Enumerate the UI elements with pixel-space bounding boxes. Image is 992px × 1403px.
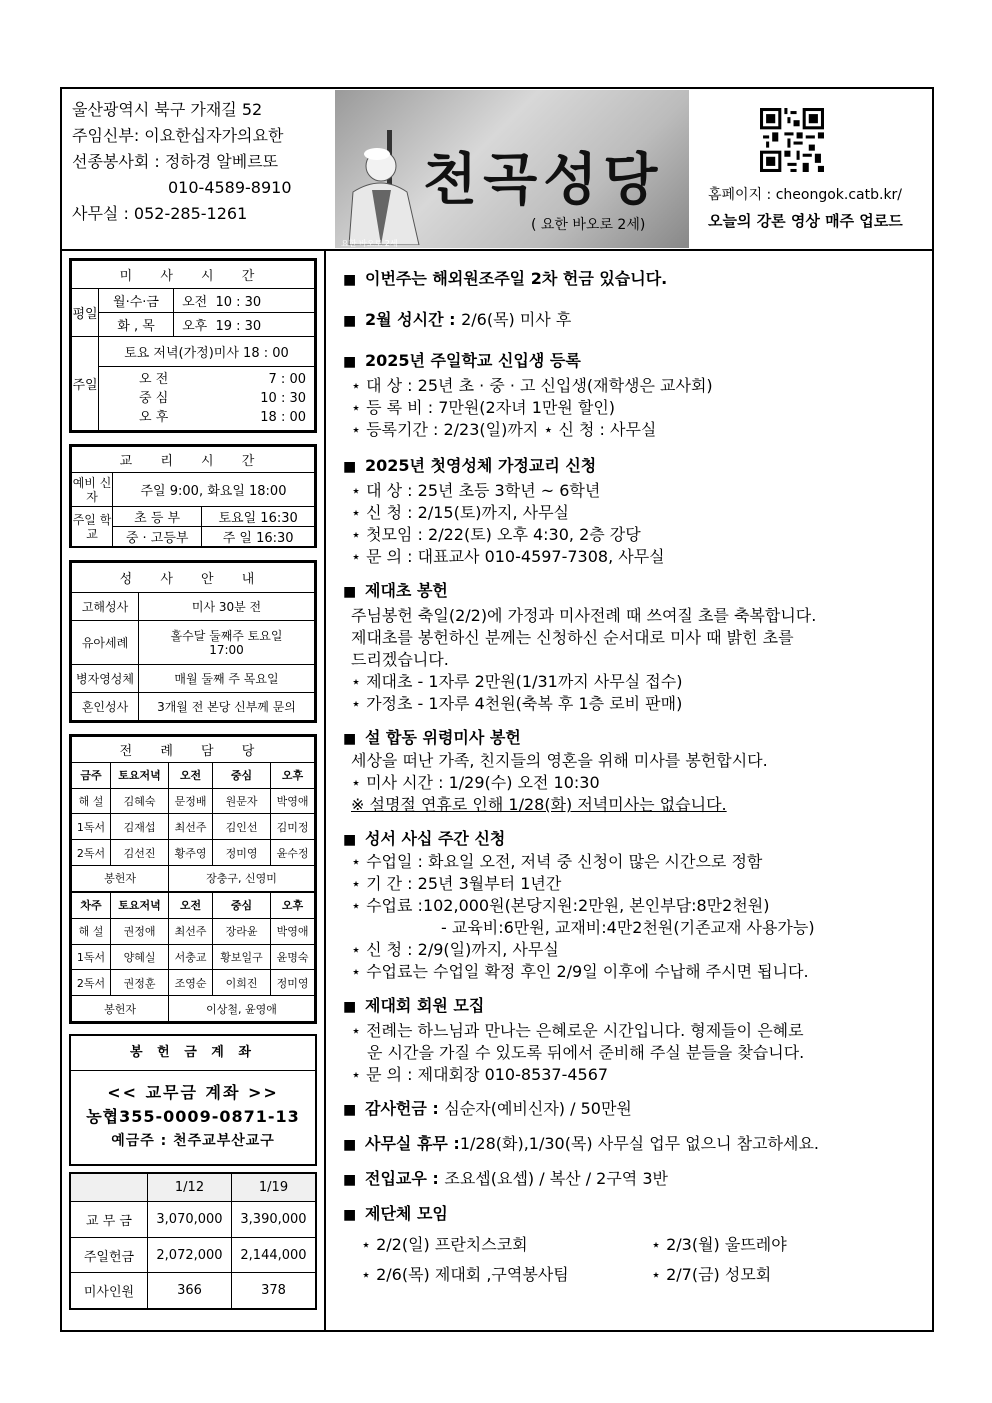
column-divider bbox=[324, 249, 326, 1332]
mass-times-box bbox=[69, 258, 317, 433]
sacrament-title: 성 사 안 내 bbox=[72, 563, 315, 593]
sunday-mass-time: 10 : 30 bbox=[260, 391, 306, 406]
finance-value: 366 bbox=[148, 1273, 232, 1309]
school-time: 주 일 16:30 bbox=[202, 527, 315, 547]
sunday-mass-name: 오 후 bbox=[139, 410, 169, 425]
liturgy-cell: 권정훈 bbox=[111, 970, 169, 996]
notice-line: ⋆ 기 간 : 25년 3월부터 1년간 bbox=[351, 874, 562, 893]
square-bullet-icon: ■ bbox=[343, 1102, 357, 1118]
sacrament-value: 미사 30분 전 bbox=[139, 593, 315, 621]
mass-ampm: 오전 bbox=[182, 295, 208, 310]
liturgy-cell: 정미영 bbox=[271, 970, 315, 996]
mass-time: 10 : 30 bbox=[215, 295, 262, 310]
liturgy-cell: 서충교 bbox=[169, 944, 213, 970]
notice-line: ⋆ 문 의 : 대표교사 010-4597-7308, 사무실 bbox=[351, 547, 665, 566]
account-holder: 예금주 : 천주교부산교구 bbox=[111, 1133, 275, 1149]
square-bullet-icon: ■ bbox=[343, 459, 357, 475]
liturgy-title: 전 례 담 당 bbox=[72, 737, 315, 763]
church-info bbox=[72, 98, 327, 226]
notice-11 bbox=[343, 1166, 928, 1189]
liturgy-box bbox=[69, 734, 317, 1024]
liturgy-cell: 황주영 bbox=[169, 840, 213, 866]
square-bullet-icon: ■ bbox=[343, 1207, 357, 1223]
liturgy-header: 오후 bbox=[271, 892, 315, 919]
notice-8-title bbox=[343, 993, 928, 1016]
school-grade: 초 등 부 bbox=[113, 507, 202, 527]
sacrament-name: 고해성사 bbox=[72, 593, 139, 621]
liturgy-cell: 박영애 bbox=[271, 788, 315, 814]
notice-line: ※ 설명절 연휴로 인해 1/28(화) 저녁미사는 없습니다. bbox=[351, 795, 727, 814]
notice-12-title bbox=[343, 1201, 928, 1224]
offering-names: 장충구, 신영미 bbox=[169, 865, 315, 892]
liturgy-role: 해 설 bbox=[72, 788, 111, 814]
homepage-link[interactable]: 홈페이지 : cheongok.catb.kr/ bbox=[708, 187, 903, 203]
account-title: 봉 헌 금 계 좌 bbox=[71, 1036, 315, 1071]
notice-line: ⋆ 수업일 : 화요일 오전, 저녁 중 신청이 많은 시간으로 정함 bbox=[351, 852, 763, 871]
notice-title: 2월 성시간 : bbox=[365, 310, 456, 329]
notice-line: 드리겠습니다. bbox=[351, 650, 449, 669]
sacrament-value: 3개월 전 본당 신부께 문의 bbox=[139, 693, 315, 721]
liturgy-role: 1독서 bbox=[72, 944, 111, 970]
finance-name: 미사인원 bbox=[71, 1273, 148, 1309]
liturgy-cell: 박영애 bbox=[271, 918, 315, 944]
notice-line: ⋆ 수업료는 수업일 확정 후인 2/9일 이후에 수납해 주시면 됩니다. bbox=[351, 962, 809, 981]
notice-title: 사무실 휴무 : bbox=[365, 1134, 460, 1153]
notice-title: 2025년 첫영성체 가정교리 신청 bbox=[365, 456, 597, 475]
square-bullet-icon: ■ bbox=[343, 313, 357, 329]
catechism-box bbox=[69, 444, 317, 548]
square-bullet-icon: ■ bbox=[343, 731, 357, 747]
school-time: 토요일 16:30 bbox=[202, 507, 315, 527]
notice-text: 조요셉(요셉) / 복산 / 2구역 3반 bbox=[444, 1169, 668, 1188]
notice-line: ⋆ 신 청 : 2/15(토)까지, 사무실 bbox=[351, 503, 569, 522]
offering-label: 봉헌자 bbox=[72, 996, 169, 1022]
sacrament-box bbox=[69, 560, 317, 723]
banner-subtitle: ( 요한 바오로 2세) bbox=[531, 217, 646, 233]
liturgy-role: 1독서 bbox=[72, 814, 111, 840]
liturgy-role: 2독서 bbox=[72, 970, 111, 996]
mass-time: 19 : 30 bbox=[215, 319, 262, 334]
notice-line: ⋆ 대 상 : 25년 초 · 중 · 고 신입생(재학생은 교사회) bbox=[351, 376, 713, 395]
priest: 주임신부: 이요한십자가의요한 bbox=[72, 126, 284, 145]
notice-line: - 교육비:6만원, 교재비:4만2천원(기존교재 사용가능) bbox=[441, 918, 815, 937]
offering-label: 봉헌자 bbox=[72, 865, 169, 892]
square-bullet-icon: ■ bbox=[343, 584, 357, 600]
notice-line: 제대초를 봉헌하신 분께는 신청하신 순서대로 미사 때 밝힌 초를 bbox=[351, 628, 794, 647]
square-bullet-icon: ■ bbox=[343, 272, 357, 288]
notice-title: 2025년 주일학교 신입생 등록 bbox=[365, 351, 581, 370]
notice-line: ⋆ 전례는 하느님과 만나는 은혜로운 시간입니다. 형제들이 은혜로 bbox=[351, 1021, 804, 1040]
account-number[interactable]: 농협355-0009-0871-13 bbox=[86, 1107, 300, 1126]
notice-text: 1/28(화),1/30(목) 사무실 업무 없으니 참고하세요. bbox=[459, 1134, 820, 1153]
liturgy-header: 토요저녁 bbox=[111, 892, 169, 919]
finance-value: 2,072,000 bbox=[148, 1237, 232, 1273]
pope-figure-icon bbox=[347, 130, 427, 245]
liturgy-cell: 조영순 bbox=[169, 970, 213, 996]
mass-days: 화 , 목 bbox=[99, 313, 174, 337]
finance-date: 1/19 bbox=[232, 1174, 316, 1202]
notice-6-title bbox=[343, 725, 928, 748]
liturgy-cell: 김미정 bbox=[271, 814, 315, 840]
account-box bbox=[69, 1034, 317, 1166]
notice-line: 운 시간을 가질 수 있도록 뒤에서 준비해 주실 분들을 찾습니다. bbox=[367, 1043, 805, 1062]
finance-corner bbox=[71, 1174, 148, 1202]
council-phone: 010-4589-8910 bbox=[168, 178, 292, 197]
finance-value: 3,390,000 bbox=[232, 1202, 316, 1238]
finance-value: 3,070,000 bbox=[148, 1202, 232, 1238]
notice-title: 전입교우 : bbox=[365, 1169, 439, 1188]
finance-date: 1/12 bbox=[148, 1174, 232, 1202]
school-label: 주일 학교 bbox=[72, 507, 113, 547]
square-bullet-icon: ■ bbox=[343, 354, 357, 370]
liturgy-header: 중심 bbox=[212, 892, 270, 919]
header-divider bbox=[60, 249, 934, 251]
notice-line: ⋆ 수업료 :102,000원(본당지원:2만원, 본인부담:8만2천원) bbox=[351, 896, 770, 915]
notice-text: 2/6(목) 미사 후 bbox=[461, 310, 572, 329]
sermon-upload-note: 오늘의 강론 영상 매주 업로드 bbox=[708, 212, 903, 230]
liturgy-header: 토요저녁 bbox=[111, 763, 169, 789]
school-grade: 중 · 고등부 bbox=[113, 527, 202, 547]
sunday-label: 주일 bbox=[72, 337, 99, 431]
notice-line: ⋆ 신 청 : 2/9(일)까지, 사무실 bbox=[351, 940, 559, 959]
sunday-mass-time: 18 : 00 bbox=[260, 410, 306, 425]
finance-value: 378 bbox=[232, 1273, 316, 1309]
sunday-mass-name: 오 전 bbox=[139, 372, 169, 387]
notice-1 bbox=[343, 266, 928, 289]
offering-names: 이상철, 윤영애 bbox=[169, 996, 315, 1022]
church-banner bbox=[335, 90, 689, 248]
notice-line: ⋆ 등 록 비 : 7만원(2자녀 1만원 할인) bbox=[351, 398, 616, 417]
notice-2 bbox=[343, 307, 928, 330]
notice-line: 세상을 떠난 가족, 친지들의 영혼을 위해 미사를 봉헌합시다. bbox=[351, 751, 768, 770]
notice-title: 제단체 모임 bbox=[365, 1204, 448, 1223]
mass-times-title: 미 사 시 간 bbox=[72, 261, 315, 289]
mass-ampm: 오후 bbox=[182, 319, 208, 334]
liturgy-cell: 권정애 bbox=[111, 918, 169, 944]
meeting-item: ⋆ 2/7(금) 성모회 bbox=[651, 1265, 772, 1284]
finance-box bbox=[69, 1172, 317, 1310]
liturgy-cell: 장라윤 bbox=[212, 918, 270, 944]
meeting-item: ⋆ 2/3(월) 울뜨레야 bbox=[651, 1235, 787, 1254]
notice-text: 심순자(예비신자) / 50만원 bbox=[444, 1099, 632, 1118]
liturgy-cell: 김재섭 bbox=[111, 814, 169, 840]
liturgy-cell: 윤수정 bbox=[271, 840, 315, 866]
notice-line: ⋆ 첫모임 : 2/22(토) 오후 4:30, 2층 강당 bbox=[351, 525, 641, 544]
sunday-mass-name: 중 심 bbox=[139, 391, 169, 406]
notice-7-title bbox=[343, 826, 928, 849]
liturgy-header: 차주 bbox=[72, 892, 111, 919]
liturgy-cell: 원문자 bbox=[212, 788, 270, 814]
square-bullet-icon: ■ bbox=[343, 1172, 357, 1188]
meeting-item: ⋆ 2/6(목) 제대회 ,구역봉사팀 bbox=[361, 1265, 569, 1284]
notice-title: 제대초 봉헌 bbox=[365, 581, 448, 600]
notice-line: ⋆ 대 상 : 25년 초등 3학년 ~ 6학년 bbox=[351, 481, 601, 500]
catechumen-time: 주일 9:00, 화요일 18:00 bbox=[113, 473, 315, 507]
notice-line: ⋆ 문 의 : 제대회장 010-8537-4567 bbox=[351, 1065, 609, 1084]
liturgy-cell: 윤명숙 bbox=[271, 944, 315, 970]
notice-line: ⋆ 제대초 - 1자루 2만원(1/31까지 사무실 접수) bbox=[351, 672, 683, 691]
liturgy-role: 해 설 bbox=[72, 918, 111, 944]
notice-10 bbox=[343, 1131, 928, 1154]
account-label: << 교무금 계좌 >> bbox=[107, 1083, 279, 1102]
sacrament-value: 홀수달 둘째주 토요일 17:00 bbox=[139, 620, 315, 665]
liturgy-cell: 이희진 bbox=[212, 970, 270, 996]
saturday-mass: 토요 저녁(가정)미사 18 : 00 bbox=[99, 337, 315, 367]
notice-text: 이번주는 해외원조주일 2차 헌금 있습니다. bbox=[365, 269, 668, 288]
notice-line: 주님봉헌 축일(2/2)에 가정과 미사전례 때 쓰여질 초를 축복합니다. bbox=[351, 606, 817, 625]
council: 선종봉사회 : 정하경 알베르또 bbox=[72, 152, 279, 171]
square-bullet-icon: ■ bbox=[343, 1137, 357, 1153]
notice-title: 감사헌금 : bbox=[365, 1099, 439, 1118]
sacrament-name: 혼인성사 bbox=[72, 693, 139, 721]
banner-caption: 요한 바오로 2세 bbox=[341, 239, 398, 248]
catechism-title: 교 리 시 간 bbox=[72, 447, 315, 473]
sacrament-value: 매월 둘째 주 목요일 bbox=[139, 665, 315, 693]
notices bbox=[343, 266, 928, 1290]
liturgy-header: 오전 bbox=[169, 763, 213, 789]
notice-line: ⋆ 등록기간 : 2/23(일)까지 ⋆ 신 청 : 사무실 bbox=[351, 420, 657, 439]
meeting-item: ⋆ 2/2(일) 프란치스코회 bbox=[361, 1235, 528, 1254]
notice-5-title bbox=[343, 578, 928, 601]
liturgy-header: 오전 bbox=[169, 892, 213, 919]
liturgy-cell: 황보일구 bbox=[212, 944, 270, 970]
liturgy-header: 금주 bbox=[72, 763, 111, 789]
notice-title: 설 합동 위령미사 봉헌 bbox=[365, 728, 521, 747]
sunday-mass-time: 7 : 00 bbox=[268, 372, 306, 387]
notice-9 bbox=[343, 1096, 928, 1119]
square-bullet-icon: ■ bbox=[343, 832, 357, 848]
sacrament-name: 유아세례 bbox=[72, 620, 139, 665]
notice-title: 제대회 회원 모집 bbox=[365, 996, 485, 1015]
catechumen-label: 예비 신자 bbox=[72, 473, 113, 507]
notice-line: ⋆ 가정초 - 1자루 4천원(축복 후 1층 로비 판매) bbox=[351, 694, 683, 713]
weekday-label: 평일 bbox=[72, 289, 99, 337]
liturgy-cell: 최선주 bbox=[169, 918, 213, 944]
address: 울산광역시 북구 가재길 52 bbox=[72, 100, 263, 119]
liturgy-cell: 김인선 bbox=[212, 814, 270, 840]
sacrament-name: 병자영성체 bbox=[72, 665, 139, 693]
liturgy-header: 오후 bbox=[271, 763, 315, 789]
liturgy-cell: 최선주 bbox=[169, 814, 213, 840]
notice-3-title bbox=[343, 348, 928, 371]
liturgy-cell: 김혜숙 bbox=[111, 788, 169, 814]
liturgy-role: 2독서 bbox=[72, 840, 111, 866]
finance-name: 교 무 금 bbox=[71, 1202, 148, 1238]
square-bullet-icon: ■ bbox=[343, 999, 357, 1015]
finance-value: 2,144,000 bbox=[232, 1237, 316, 1273]
qr-code-icon[interactable] bbox=[760, 108, 824, 172]
mass-days: 월·수·금 bbox=[99, 289, 174, 313]
church-name: 천곡성당 bbox=[423, 147, 664, 213]
office-phone: 사무실 : 052-285-1261 bbox=[72, 204, 248, 223]
liturgy-cell: 양혜실 bbox=[111, 944, 169, 970]
liturgy-cell: 문정배 bbox=[169, 788, 213, 814]
notice-title: 성서 사십 주간 신청 bbox=[365, 829, 506, 848]
notice-4-title bbox=[343, 453, 928, 476]
liturgy-header: 중심 bbox=[212, 763, 270, 789]
liturgy-cell: 김선진 bbox=[111, 840, 169, 866]
notice-line: ⋆ 미사 시간 : 1/29(수) 오전 10:30 bbox=[351, 773, 600, 792]
finance-name: 주일헌금 bbox=[71, 1237, 148, 1273]
liturgy-cell: 정미영 bbox=[212, 840, 270, 866]
